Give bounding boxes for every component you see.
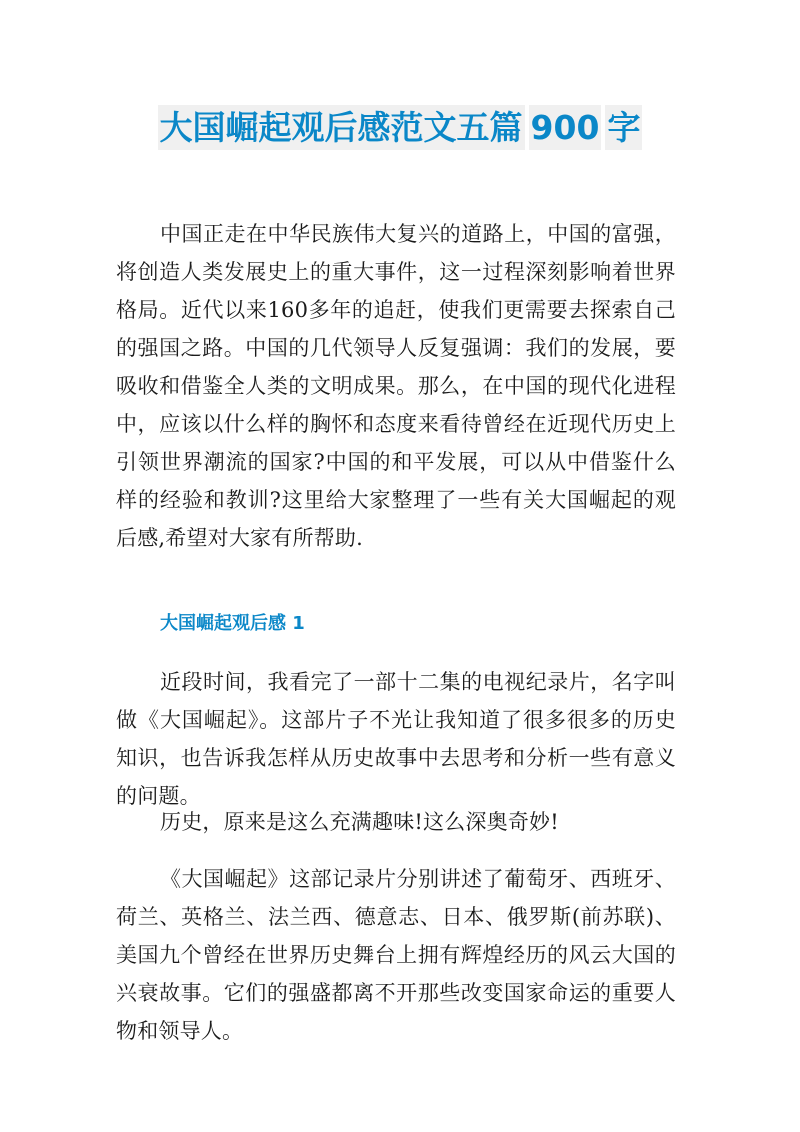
section-paragraph: 近段时间，我看完了一部十二集的电视纪录片，名字叫做《大国崛起》。这部片子不光让我知道了很多很多的历史知识，也告诉我怎样从历史故事中去思考和分析一些有意义的问题。 xyxy=(116,670,676,808)
title-segment-main: 大国崛起观后感范文五篇 xyxy=(158,105,525,150)
section-paragraph-block-3 xyxy=(116,860,676,1050)
intro-paragraph: 中国正走在中华民族伟大复兴的道路上，中国的富强，将创造人类发展史上的重大事件，这一过程深刻影响着世界格局。近代以来160多年的追赶，使我们更需要去探索自己的强国之路。中国的几代领导人反复强调：我们的发展，要吸收和借鉴全人类的文明成果。那么，在中国的现代化进程中，应该以什么样的胸怀和态度来看待曾经在近现代历史上引领世界潮流的国家?中国的和平发展，可以从中借鉴什么样的经验和教训?这里给大家整理了一些有关大国崛起的观后感,希望对大家有所帮助. xyxy=(116,222,676,550)
section-heading: 大国崛起观后感 1 xyxy=(160,613,305,634)
section-paragraph-block-1 xyxy=(116,663,676,815)
title-segment-number: 900 xyxy=(529,105,602,150)
section-paragraph-block-2 xyxy=(116,803,676,841)
section-paragraph: 《大国崛起》这部记录片分别讲述了葡萄牙、西班牙、荷兰、英格兰、法兰西、德意志、日本、俄罗斯(前苏联)、美国九个曾经在世界历史舞台上拥有辉煌经历的风云大国的兴衰故事。它们的强盛都离不开那些改变国家命运的重要人物和领导人。 xyxy=(116,867,676,1043)
intro-block xyxy=(116,215,676,557)
document-title xyxy=(0,105,800,150)
section-paragraph: 历史，原来是这么充满趣味!这么深奥奇妙! xyxy=(160,810,559,834)
title-segment-unit: 字 xyxy=(605,105,642,150)
